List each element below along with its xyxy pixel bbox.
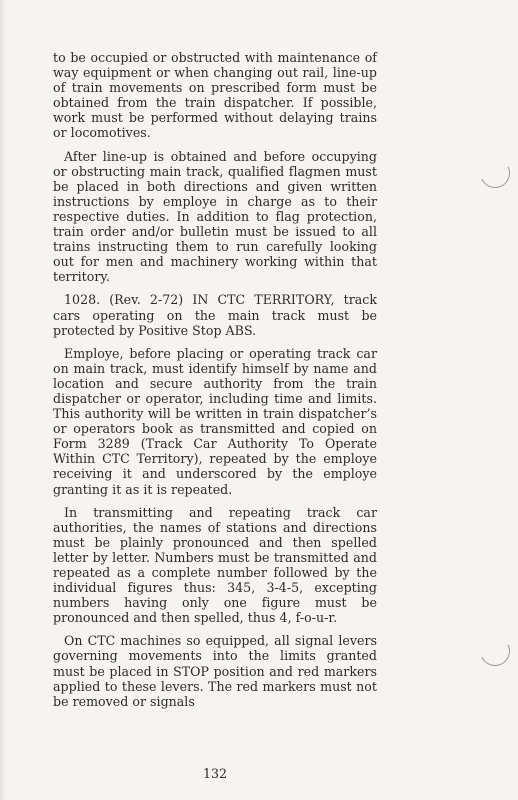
binder-hole-mark-bottom bbox=[476, 632, 514, 670]
binder-hole-mark-top bbox=[476, 154, 514, 192]
paragraph-2: After line-up is obtained and before occupying or obstructing main track, qualified flagmen must be placed in both directions and given written instructions by employe in charge as to their respective duties. In addition to flag protection, train order and/or bulletin must be issued to all trains instructing them to run carefully looking out for men and machinery working within that territory. bbox=[53, 148, 377, 285]
paragraph-6: On CTC machines so equipped, all signal levers governing movements into the limits granted must be placed in STOP position and red markers applied to these levers. The red markers must not be removed or signals bbox=[53, 633, 377, 709]
paragraph-rule-1028: 1028. (Rev. 2-72) IN CTC TERRITORY, track cars operating on the main track must be protected by Positive Stop ABS. bbox=[53, 292, 377, 338]
paragraph-4: Employe, before placing or operating track car on main track, must identify himself by name and location and secure authority from the train dispatcher or operator, including time and limits. This authority will be written in train dispatcher’s or operators book as transmitted and copied on Form 3289 (Track Car Authority To Operate Within CTC Territory), repeated by the employe receiving it and underscored by the employe granting it as it is repeated. bbox=[53, 345, 377, 497]
paragraph-1: to be occupied or obstructed with maintenance of way equipment or when changing out rail, line-up of train movements on prescribed form must be obtained from the train dispatcher. If possible, work must be performed without delaying trains or locomotives. bbox=[53, 50, 377, 141]
rule-text-body bbox=[53, 50, 377, 717]
paragraph-5: In transmitting and repeating track car authorities, the names of stations and directions must be plainly pronounced and then spelled letter by letter. Numbers must be transmitted and repeated as a complete number followed by the individual figures thus: 345, 3-4-5, excepting numbers having only one figure must be pronounced and then spelled, thus 4, f-o-u-r. bbox=[53, 504, 377, 626]
page-edge-shadow bbox=[0, 0, 6, 800]
page-number: 132 bbox=[202, 766, 228, 781]
